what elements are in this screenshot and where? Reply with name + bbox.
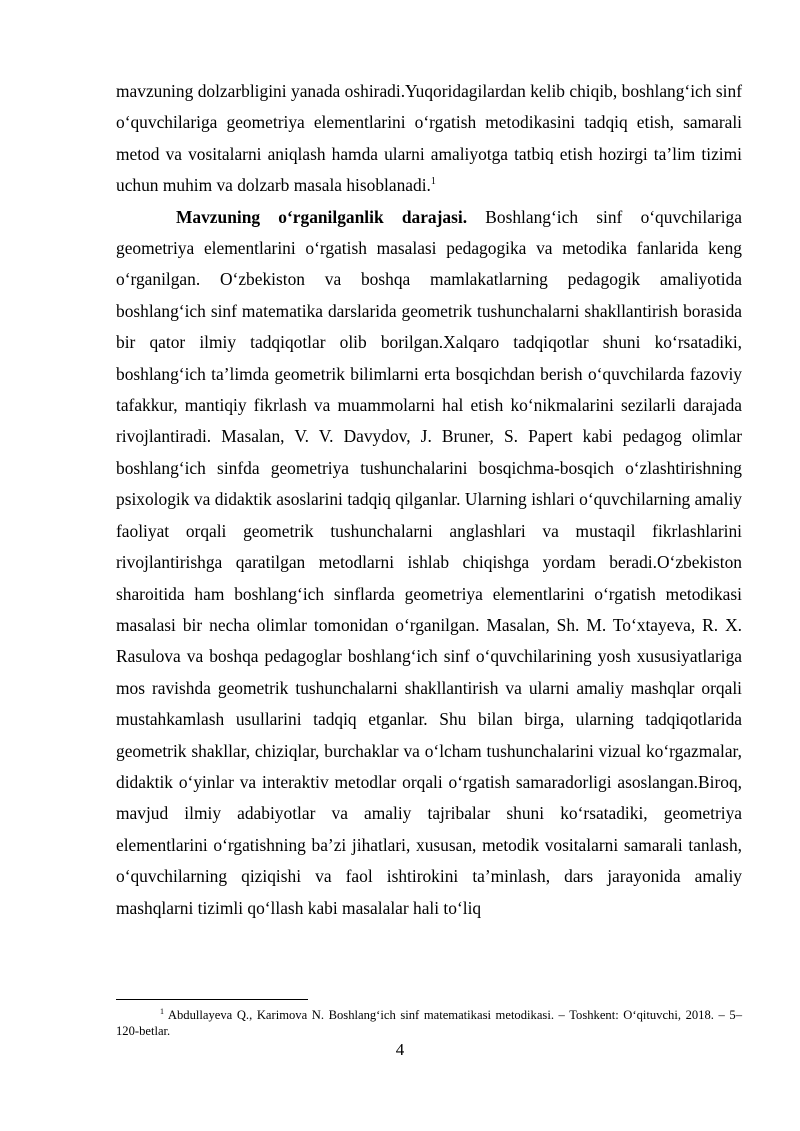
paragraph-1-text: mavzuning dolzarbligini yanada oshiradi.Yuqoridagilardan kelib chiqib, boshlang‘ich sinf o‘quvchilariga geometriya elementlarini o‘rgatish metodikasini tadqiq etish, samarali metod va vositalarni aniqlash hamda ularni amaliyotga tatbiq etish hozirgi ta’lim tizimi uchun muhim va dolzarb masala hisoblanadi.	[116, 81, 742, 196]
footnote-reference: 1	[430, 176, 436, 188]
footnote	[116, 1007, 742, 1039]
paragraph-1	[116, 76, 742, 202]
page-number: 4	[395, 1040, 405, 1059]
body-text	[116, 76, 742, 924]
footnote-text: Abdullayeva Q., Karimova N. Boshlang‘ich sinf matematikasi metodikasi. – Toshkent: O‘qituvchi, 2018. – 5–120-betlar.	[116, 1008, 742, 1038]
footnote-divider	[116, 999, 308, 1000]
paragraph-2	[116, 202, 742, 924]
section-heading: Mavzuning o‘rganilganlik darajasi.	[176, 206, 468, 227]
paragraph-2-text: Boshlang‘ich sinf o‘quvchilariga geometriya elementlarini o‘rgatish masalasi pedagogika va metodika fanlarida keng o‘rganilgan. O‘zbekiston va boshqa mamlakatlarning pedagogik amaliyotida boshlang‘ich sinf matematika darslarida geometrik tushunchalarni shakllantirish borasida bir qator ilmiy tadqiqotlar olib borilgan.Xalqaro tadqiqotlar shuni ko‘rsatadiki, boshlang‘ich ta’limda geometrik bilimlarni erta bosqichdan berish o‘quvchilarda fazoviy tafakkur, mantiqiy fikrlash va muammolarni hal etish ko‘nikmalarini sezilarli darajada rivojlantiradi. Masalan, V. V. Davydov, J. Bruner, S. Papert kabi pedagog olimlar boshlang‘ich sinfda geometriya tushunchalarini bosqichma-bosqich o‘zlashtirishning psixologik va didaktik asoslarini tadqiq qilganlar. Ularning ishlari o‘quvchilarning amaliy faoliyat orqali geometrik tushunchalarni anglashlari va mustaqil fikrlashlarini rivojlantirishga qaratilgan metodlarni ishlab chiqishga yordam beradi.O‘zbekiston sharoitida ham boshlang‘ich sinflarda geometriya elementlarini o‘rgatish metodikasi masalasi bir necha olimlar tomonidan o‘rganilgan. Masalan, Sh. M. To‘xtayeva, R. X. Rasulova va boshqa pedagoglar boshlang‘ich sinf o‘quvchilarining yosh xususiyatlariga mos ravishda geometrik tushunchalarni shakllantirish va ularni amaliy mashqlar orqali mustahkamlash usullarini tadqiq etganlar. Shu bilan birga, ularning tadqiqotlarida geometrik shakllar, chiziqlar, burchaklar va o‘lcham tushunchalarini vizual ko‘rgazmalar, didaktik o‘yinlar va interaktiv metodlar orqali o‘rgatish samaradorligi asoslangan.Biroq, mavjud ilmiy adabiyotlar va amaliy tajribalar shuni ko‘rsatadiki, geometriya elementlarini o‘rgatishning ba’zi jihatlari, xususan, metodik vositalarni samarali tanlash, o‘quvchilarning qiziqishi va faol ishtirokini ta’minlash, dars jarayonida amaliy mashqlarni tizimli qo‘llash kabi masalalar hali to‘liq	[116, 206, 742, 918]
footnote-marker: 1	[160, 1006, 164, 1016]
